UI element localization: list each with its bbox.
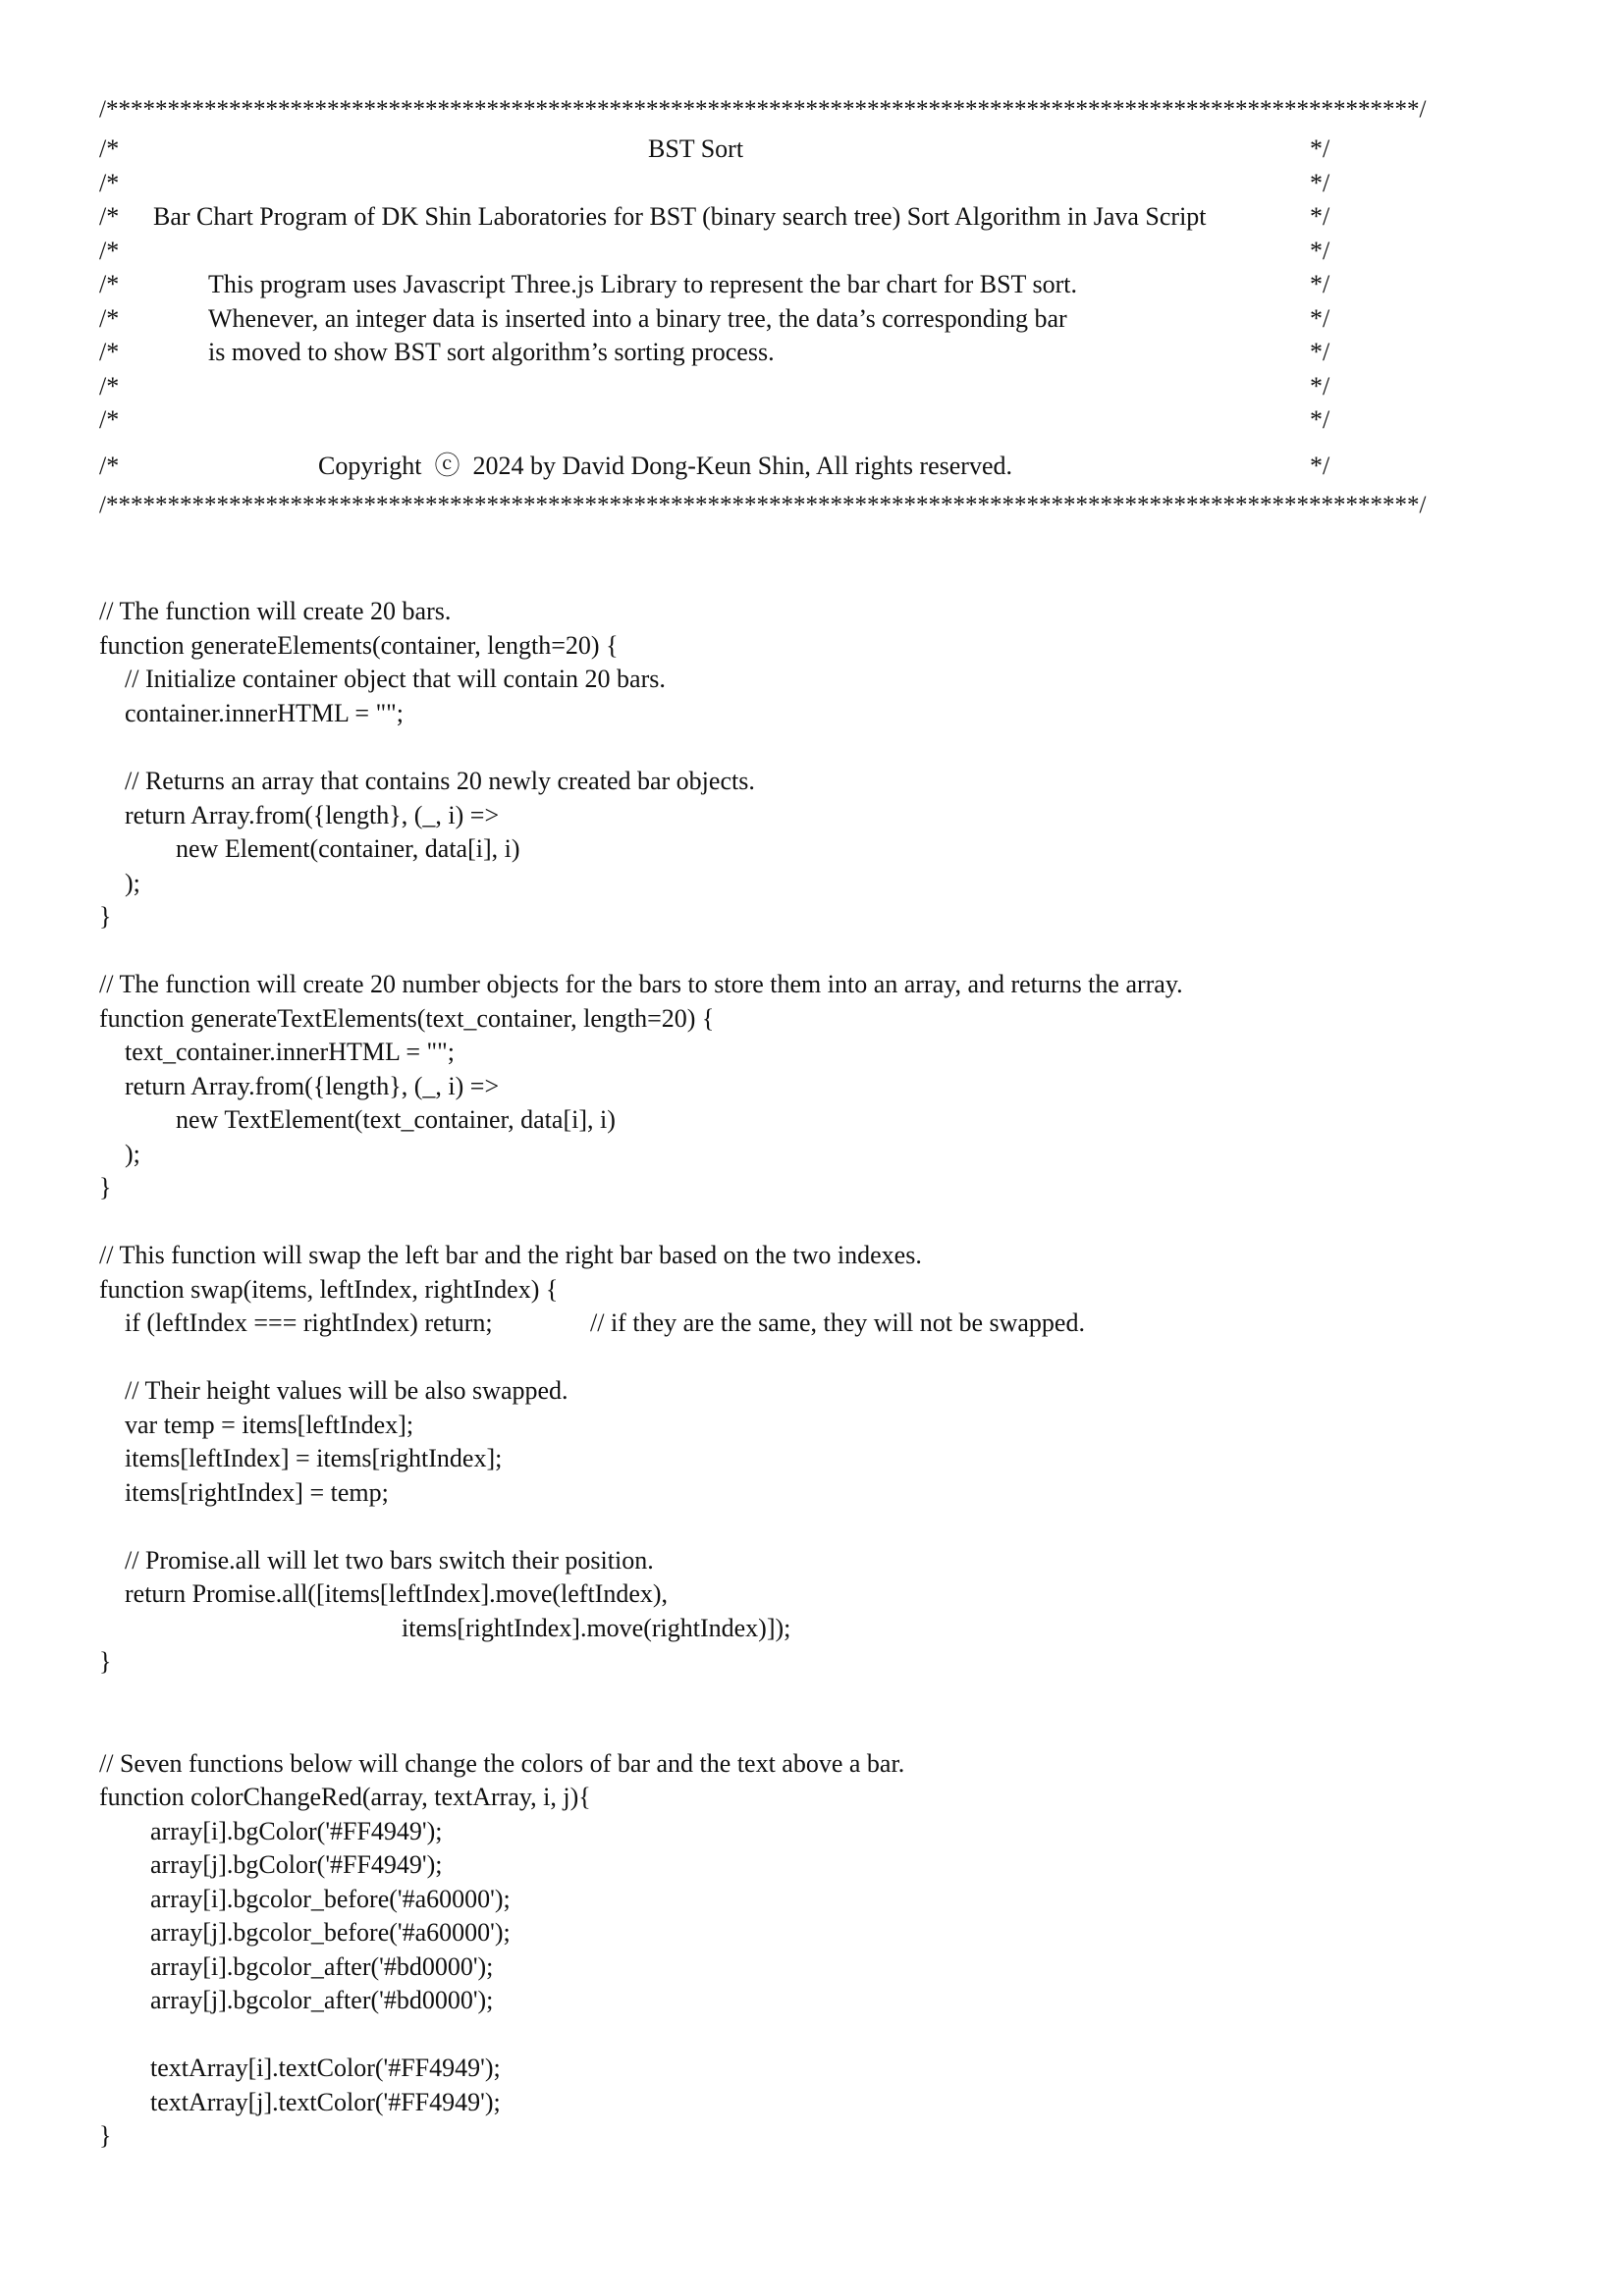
comment-close: */: [1310, 338, 1330, 366]
code-inline-comment: // if they are the same, they will not be swapped.: [590, 1308, 1085, 1337]
code-line: textArray[j].textColor('#FF4949');: [99, 2088, 501, 2116]
comment-close: */: [1310, 452, 1330, 480]
header-description-2: Whenever, an integer data is inserted into a binary tree, the data’s corresponding bar: [208, 304, 1067, 333]
code-line: text_container.innerHTML = "";: [99, 1038, 456, 1066]
code-line: return Promise.all([items[leftIndex].move(leftIndex),: [99, 1579, 669, 1608]
code-line: // Their height values will be also swapped.: [99, 1376, 568, 1405]
code-line: items[leftIndex] = items[rightIndex];: [99, 1444, 503, 1472]
comment-close: */: [1310, 405, 1330, 434]
code-line: array[j].bgcolor_after('#bd0000');: [99, 1986, 494, 2014]
comment-open: /*: [99, 452, 120, 480]
code-line: function swap(items, leftIndex, rightIndex) {: [99, 1275, 559, 1304]
comment-open: /*: [99, 169, 120, 197]
code-line: array[j].bgcolor_before('#a60000');: [99, 1918, 511, 1947]
comment-open: /*: [99, 405, 120, 434]
code-line: return Array.from({length}, (_, i) =>: [99, 801, 500, 829]
comment-close: */: [1310, 169, 1330, 197]
comment-close: */: [1310, 134, 1330, 163]
code-line: new Element(container, data[i], i): [99, 834, 520, 863]
code-line: // This function will swap the left bar and the right bar based on the two indexes.: [99, 1241, 922, 1269]
code-line: }: [99, 902, 112, 931]
comment-open: /*: [99, 304, 120, 333]
code-line: );: [99, 1140, 140, 1168]
code-line: // Seven functions below will change the colors of bar and the text above a bar.: [99, 1749, 905, 1778]
code-line: );: [99, 869, 140, 897]
comment-open: /*: [99, 372, 120, 400]
code-line: array[i].bgcolor_before('#a60000');: [99, 1885, 511, 1913]
comment-close: */: [1310, 304, 1330, 333]
code-line: }: [99, 2121, 112, 2150]
comment-close: */: [1310, 372, 1330, 400]
comment-open: /*: [99, 237, 120, 265]
code-line: // Initialize container object that will contain 20 bars.: [99, 665, 666, 693]
code-line: items[rightIndex] = temp;: [99, 1478, 389, 1507]
header-description-3: is moved to show BST sort algorithm’s sorting process.: [208, 338, 775, 366]
code-line: function generateTextElements(text_container, length=20) {: [99, 1004, 715, 1033]
code-line: array[i].bgColor('#FF4949');: [99, 1817, 443, 1845]
code-line: function colorChangeRed(array, textArray, i, j){: [99, 1783, 591, 1811]
code-line: // The function will create 20 bars.: [99, 597, 452, 625]
code-line: new TextElement(text_container, data[i], i): [99, 1105, 616, 1134]
code-line: function generateElements(container, length=20) {: [99, 631, 619, 660]
code-line: array[j].bgColor('#FF4949');: [99, 1850, 443, 1879]
header-star-line-bottom: /***********************************************************************************************************/: [99, 492, 1427, 518]
comment-open: /*: [99, 134, 120, 163]
comment-open: /*: [99, 338, 120, 366]
header-title: BST Sort: [648, 134, 744, 163]
code-line: array[i].bgcolor_after('#bd0000');: [99, 1952, 494, 1981]
comment-close: */: [1310, 270, 1330, 298]
comment-close: */: [1310, 202, 1330, 231]
comment-close: */: [1310, 237, 1330, 265]
code-line: // Promise.all will let two bars switch their position.: [99, 1546, 654, 1575]
code-line: container.innerHTML = "";: [99, 699, 405, 727]
header-subtitle: Bar Chart Program of DK Shin Laboratories for BST (binary search tree) Sort Algorithm in Java Script: [153, 202, 1207, 231]
code-line: if (leftIndex === rightIndex) return;: [99, 1308, 493, 1337]
code-line: // The function will create 20 number objects for the bars to store them into an array, and returns the array.: [99, 970, 1183, 998]
code-line: var temp = items[leftIndex];: [99, 1411, 414, 1439]
header-copyright: Copyright ⓒ 2024 by David Dong-Keun Shin, All rights reserved.: [318, 452, 1012, 480]
comment-open: /*: [99, 202, 120, 231]
code-line: }: [99, 1647, 112, 1676]
code-line: textArray[i].textColor('#FF4949');: [99, 2054, 501, 2082]
code-line: // Returns an array that contains 20 newly created bar objects.: [99, 767, 755, 795]
code-line: items[rightIndex].move(rightIndex)]);: [402, 1614, 791, 1642]
code-line: }: [99, 1173, 112, 1201]
code-line: return Array.from({length}, (_, i) =>: [99, 1072, 500, 1100]
header-description-1: This program uses Javascript Three.js Library to represent the bar chart for BST sort.: [208, 270, 1077, 298]
header-star-line-top: /***********************************************************************************************************/: [99, 96, 1427, 123]
comment-open: /*: [99, 270, 120, 298]
